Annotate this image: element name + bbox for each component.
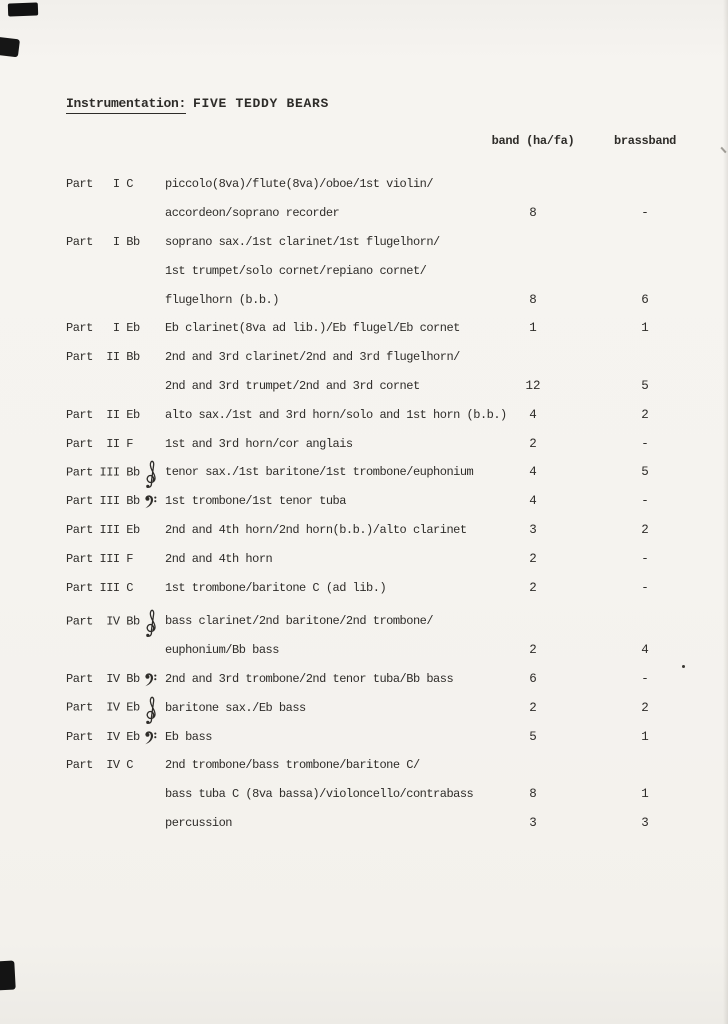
table-row (0, 458, 728, 487)
brassband-count: 1 (641, 321, 649, 336)
part-label: Part III Eb (66, 522, 140, 537)
table-row (0, 544, 728, 573)
band-count: 2 (529, 643, 537, 658)
instruments-text: accordeon/soprano recorder (165, 206, 340, 221)
brassband-count: 5 (641, 465, 649, 480)
part-label: Part II F (66, 436, 134, 451)
instruments-text: 2nd and 3rd trumpet/2nd and 3rd cornet (165, 378, 420, 393)
table-row (0, 751, 728, 780)
part-label: Part IV C (66, 758, 134, 773)
band-count: 5 (529, 729, 537, 744)
table-row (0, 516, 728, 545)
band-count: 4 (529, 407, 537, 422)
instruments-text: 1st trombone/1st tenor tuba (165, 494, 346, 509)
part-cell (66, 729, 158, 745)
instruments-text: soprano sax./1st clarinet/1st flugelhorn/ (165, 234, 440, 249)
instruments-text: 2nd and 4th horn/2nd horn(b.b.)/alto clarinet (165, 522, 467, 537)
instruments-text: 1st trumpet/solo cornet/repiano cornet/ (165, 263, 427, 278)
instruments-text: 2nd and 3rd clarinet/2nd and 3rd flugelhorn/ (165, 350, 460, 365)
instruments-text: piccolo(8va)/flute(8va)/oboe/1st violin/ (165, 177, 434, 192)
band-count: 4 (529, 465, 537, 480)
part-label: Part III C (66, 580, 134, 595)
brassband-count: 4 (641, 643, 649, 658)
table-row (0, 343, 728, 372)
table-row (0, 693, 728, 722)
brassband-count: - (641, 580, 649, 595)
band-count: 12 (525, 378, 541, 393)
part-cell (66, 552, 133, 566)
band-count: 8 (529, 292, 537, 307)
table-row (0, 487, 728, 516)
part-cell (66, 177, 133, 191)
instruments-text: 2nd and 3rd trombone/2nd tenor tuba/Bb bass (165, 671, 454, 686)
brassband-count: 2 (641, 522, 649, 537)
instruments-text: Eb clarinet(8va ad lib.)/Eb flugel/Eb cornet (165, 321, 460, 336)
scan-mark-left-edge (0, 37, 20, 58)
band-count: 6 (529, 671, 537, 686)
brassband-count: - (641, 551, 649, 566)
band-count: 2 (529, 436, 537, 451)
band-count: 2 (529, 700, 537, 715)
table-row (0, 809, 728, 838)
part-label: Part II Bb (66, 350, 140, 365)
table-row (0, 170, 728, 199)
brassband-count: 5 (641, 378, 649, 393)
part-label: Part IV Eb (66, 700, 140, 715)
part-label: Part III Bb (66, 465, 140, 480)
band-count: 3 (529, 815, 537, 830)
part-label: Part I Eb (66, 321, 140, 336)
instruments-text: alto sax./1st and 3rd horn/solo and 1st horn (b.b.) (165, 407, 507, 422)
brassband-count: - (641, 671, 649, 686)
part-cell (66, 493, 158, 509)
instruments-text: 2nd and 4th horn (165, 551, 273, 566)
brassband-count: - (641, 436, 649, 451)
column-header-band: band (ha/fa) (491, 134, 575, 148)
instruments-text: tenor sax./1st baritone/1st trombone/euphonium (165, 465, 474, 480)
part-cell (66, 581, 133, 595)
band-count: 3 (529, 522, 537, 537)
part-cell (66, 671, 158, 687)
band-count: 2 (529, 551, 537, 566)
table-row (0, 636, 728, 665)
part-cell (66, 321, 140, 335)
part-cell (66, 437, 133, 451)
instruments-text: bass clarinet/2nd baritone/2nd trombone/ (165, 614, 434, 629)
table-row (0, 228, 728, 257)
instruments-text: Eb bass (165, 729, 212, 744)
part-label: Part III Bb (66, 494, 140, 509)
part-cell (66, 758, 133, 772)
brassband-count: - (641, 206, 649, 221)
table-row (0, 722, 728, 751)
bass-clef-icon (143, 671, 158, 687)
bass-clef-icon (143, 493, 158, 509)
part-label: Part I C (66, 177, 134, 192)
scan-mark-top-left (8, 2, 38, 16)
table-row (0, 372, 728, 401)
table-row (0, 199, 728, 228)
part-label: Part IV Eb (66, 729, 140, 744)
part-label: Part IV Bb (66, 614, 140, 629)
part-cell (66, 350, 140, 364)
part-cell (66, 408, 140, 422)
instruments-text: percussion (165, 815, 233, 830)
instruments-text: bass tuba C (8va bassa)/violoncello/contrabass (165, 787, 474, 802)
instruments-text: flugelhorn (b.b.) (165, 292, 279, 307)
part-cell (66, 523, 140, 537)
part-label: Part I Bb (66, 234, 140, 249)
table-row (0, 285, 728, 314)
table-row (0, 780, 728, 809)
band-count: 4 (529, 494, 537, 509)
column-header-brassband: brassband (613, 134, 677, 148)
band-count: 8 (529, 206, 537, 221)
band-count: 1 (529, 321, 537, 336)
instruments-text: baritone sax./Eb bass (165, 700, 306, 715)
table-row (0, 256, 728, 285)
instruments-text: 2nd trombone/bass trombone/baritone C/ (165, 758, 420, 773)
instrumentation-table (0, 170, 728, 837)
table-row (0, 314, 728, 343)
part-label: Part II Eb (66, 407, 140, 422)
scan-mark-bottom-left (0, 960, 16, 990)
bass-clef-icon (143, 729, 158, 745)
table-row (0, 607, 728, 636)
brassband-count: 2 (641, 700, 649, 715)
instruments-text: 1st trombone/baritone C (ad lib.) (165, 580, 387, 595)
brassband-count: 6 (641, 292, 649, 307)
table-row (0, 400, 728, 429)
brassband-count: 1 (641, 729, 649, 744)
part-label: Part IV Bb (66, 671, 140, 686)
brassband-count: 1 (641, 787, 649, 802)
band-count: 8 (529, 787, 537, 802)
piece-title: FIVE TEDDY BEARS (193, 96, 330, 111)
part-label: Part III F (66, 551, 134, 566)
band-count: 2 (529, 580, 537, 595)
instruments-text: euphonium/Bb bass (165, 643, 279, 658)
brassband-count: 3 (641, 815, 649, 830)
table-row (0, 573, 728, 602)
instrumentation-heading: Instrumentation: (66, 96, 186, 114)
brassband-count: 2 (641, 407, 649, 422)
brassband-count: - (641, 494, 649, 509)
part-cell (66, 235, 140, 249)
instruments-text: 1st and 3rd horn/cor anglais (165, 436, 353, 451)
